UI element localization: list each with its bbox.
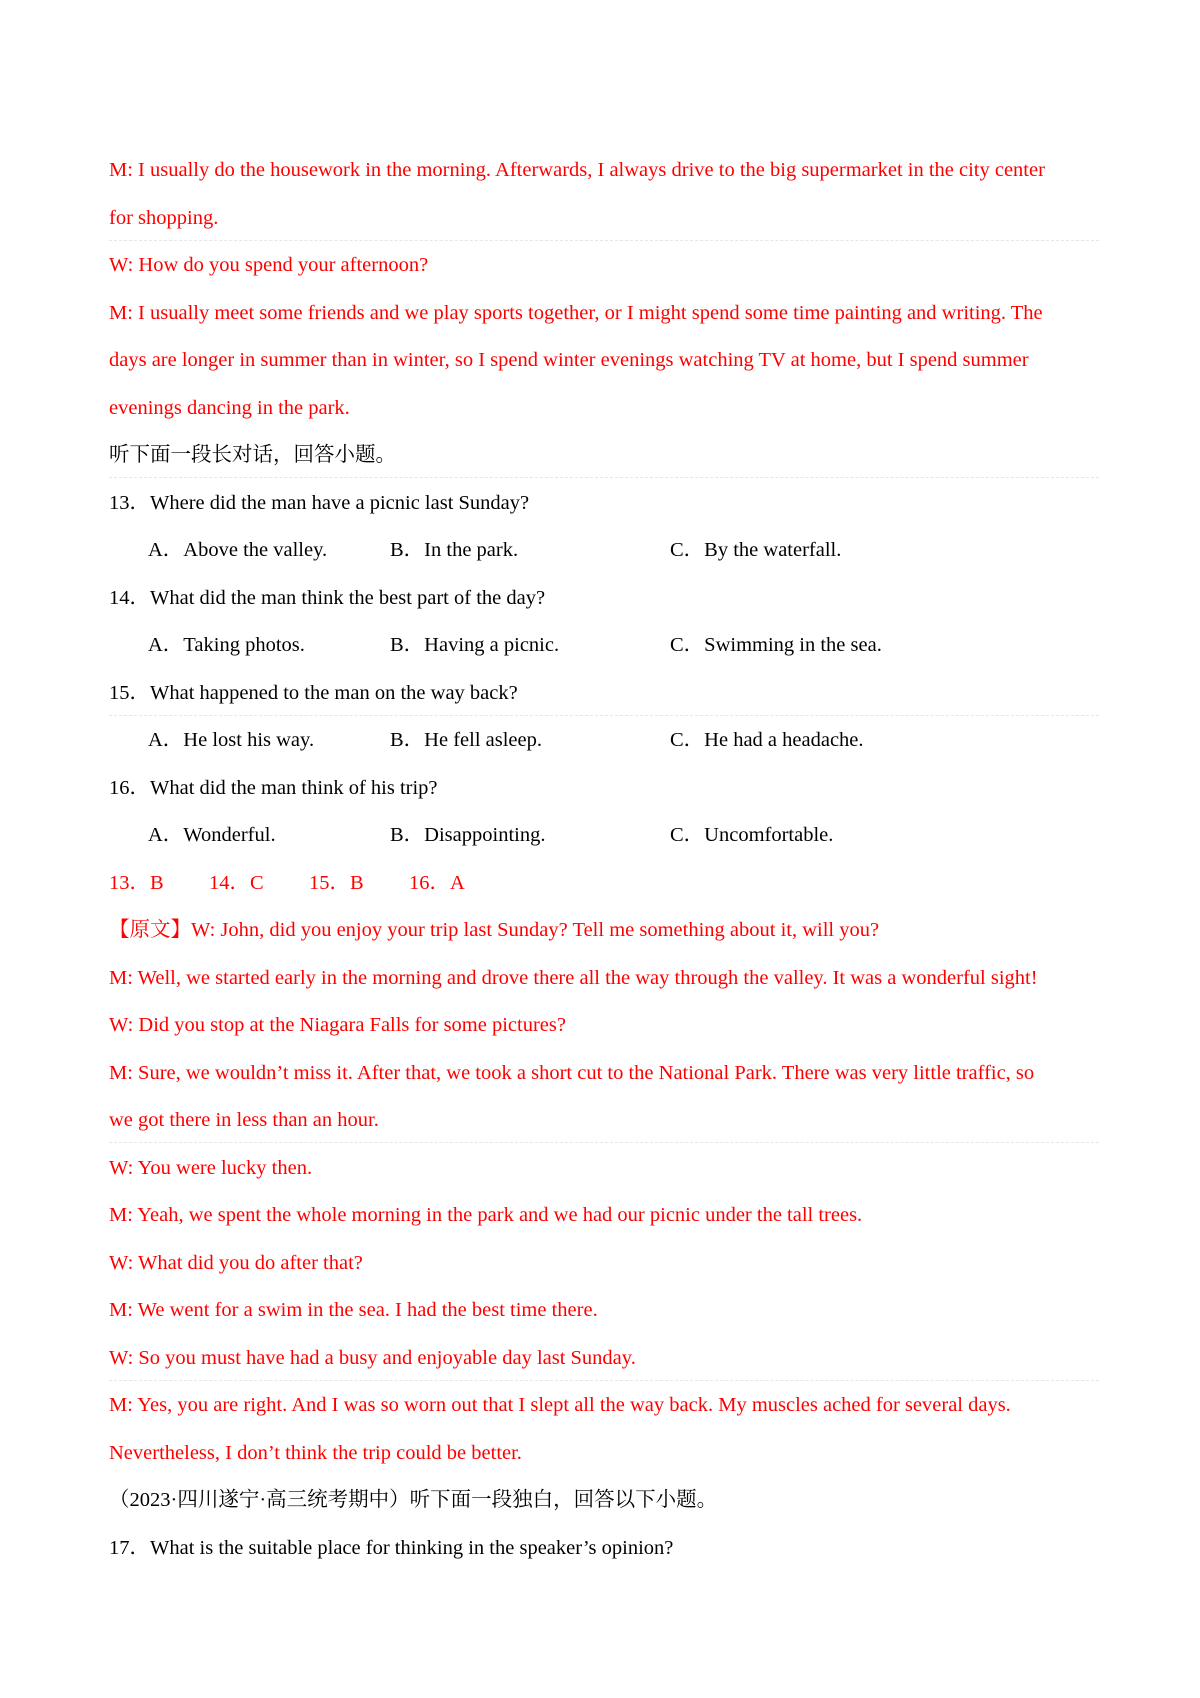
transcript-line: M: We went for a swim in the sea. I had the best time there. xyxy=(109,1299,598,1321)
transcript-line: days are longer in summer than in winter, so I spend winter evenings watching TV at home, but I spend summer xyxy=(109,349,1029,371)
transcript-line: evenings dancing in the park. xyxy=(109,397,350,419)
transcript-line: M: Yes, you are right. And I was so worn out that I slept all the way back. My muscles ached for several days. xyxy=(109,1394,1011,1416)
option-a: A．Above the valley. xyxy=(148,539,328,561)
transcript-line: M: Sure, we wouldn’t miss it. After that, we took a short cut to the National Park. There was very little traffic, so xyxy=(109,1062,1035,1084)
section-intro: （2023·四川遂宁·高三统考期中）听下面一段独白，回答以下小题。 xyxy=(109,1489,718,1511)
transcript-line: M: Well, we started early in the morning and drove there all the way through the valley. It was a wonderful sight! xyxy=(109,967,1038,989)
transcript-line: W: How do you spend your afternoon? xyxy=(109,254,429,276)
transcript-line: Nevertheless, I don’t think the trip could be better. xyxy=(109,1442,522,1464)
question-15: 15．What happened to the man on the way back? xyxy=(109,682,518,704)
option-c: C．By the waterfall. xyxy=(670,539,842,561)
transcript-line: for shopping. xyxy=(109,207,219,229)
transcript-line: M: I usually do the housework in the morning. Afterwards, I always drive to the big supermarket in the city center xyxy=(109,159,1045,181)
answer-14: 14．C xyxy=(209,872,264,894)
option-b: B．Disappointing. xyxy=(390,824,546,846)
divider xyxy=(109,715,1099,716)
option-a: A．He lost his way. xyxy=(148,729,315,751)
option-c: C．He had a headache. xyxy=(670,729,864,751)
divider xyxy=(109,1142,1099,1143)
section-intro: 听下面一段长对话，回答小题。 xyxy=(109,444,396,466)
divider xyxy=(109,477,1099,478)
transcript-line: W: Did you stop at the Niagara Falls for some pictures? xyxy=(109,1014,566,1036)
transcript-line: M: I usually meet some friends and we play sports together, or I might spend some time painting and writing. The xyxy=(109,302,1043,324)
option-c: C．Uncomfortable. xyxy=(670,824,834,846)
answer-15: 15．B xyxy=(309,872,364,894)
transcript-line: 【原文】W: John, did you enjoy your trip last Sunday? Tell me something about it, will you? xyxy=(109,919,880,941)
divider xyxy=(109,240,1099,241)
transcript-line: we got there in less than an hour. xyxy=(109,1109,379,1131)
option-a: A．Wonderful. xyxy=(148,824,276,846)
option-a: A．Taking photos. xyxy=(148,634,305,656)
divider xyxy=(109,1380,1099,1381)
transcript-line: W: So you must have had a busy and enjoyable day last Sunday. xyxy=(109,1347,636,1369)
transcript-line: W: What did you do after that? xyxy=(109,1252,363,1274)
option-c: C．Swimming in the sea. xyxy=(670,634,882,656)
question-13: 13．Where did the man have a picnic last Sunday? xyxy=(109,492,530,514)
question-16: 16．What did the man think of his trip? xyxy=(109,777,438,799)
transcript-line: M: Yeah, we spent the whole morning in the park and we had our picnic under the tall trees. xyxy=(109,1204,863,1226)
answer-16: 16．A xyxy=(409,872,465,894)
transcript-line: W: You were lucky then. xyxy=(109,1157,313,1179)
option-b: B．Having a picnic. xyxy=(390,634,560,656)
answer-13: 13．B xyxy=(109,872,164,894)
option-b: B．He fell asleep. xyxy=(390,729,542,751)
question-14: 14．What did the man think the best part of the day? xyxy=(109,587,546,609)
option-b: B．In the park. xyxy=(390,539,519,561)
question-17: 17．What is the suitable place for thinking in the speaker’s opinion? xyxy=(109,1537,674,1559)
